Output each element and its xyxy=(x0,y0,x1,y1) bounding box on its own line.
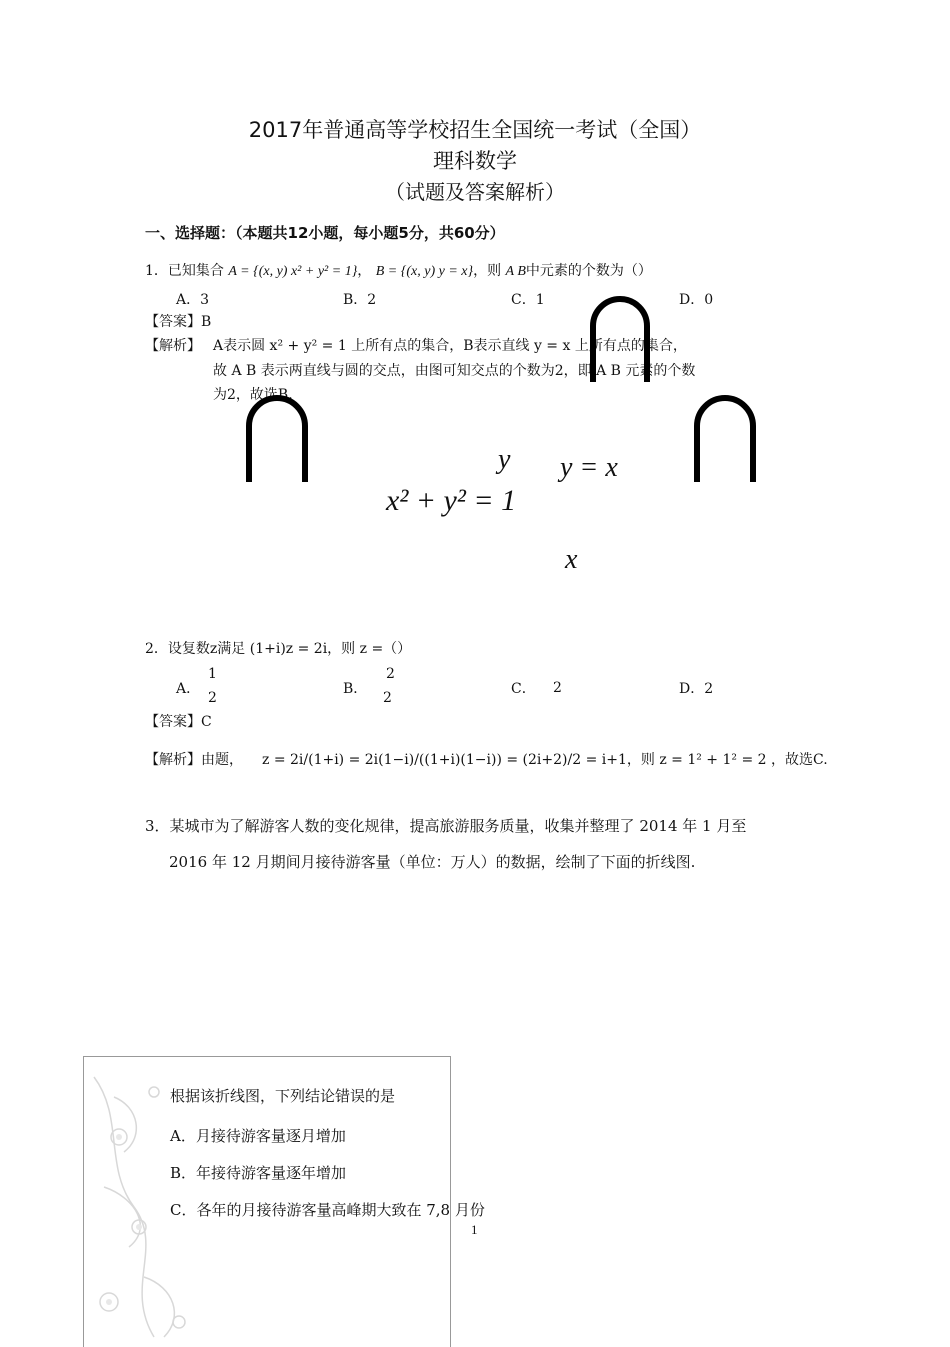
decorated-panel xyxy=(83,1056,485,1347)
page-subtitle: 理科数学 xyxy=(433,149,517,173)
answer-label: 【答案】B xyxy=(145,314,212,330)
figure-y-axis-label: y xyxy=(498,444,511,475)
answer-label: 【答案】C xyxy=(145,714,212,730)
option-a-denominator: 2 xyxy=(208,690,217,706)
analysis-line-1: A表示圆 x² + y² = 1 上所有点的集合，B表示直线 y = x 上所有点的集合， xyxy=(213,338,687,354)
panel-option-a: A．月接待游客量逐月增加 xyxy=(170,1127,346,1145)
question-text: 中元素的个数为（） xyxy=(525,263,652,279)
analysis-label: 【解析】 xyxy=(145,338,201,354)
figure-x-axis-label: x xyxy=(565,544,578,575)
option-d: D．2 xyxy=(679,681,714,697)
question-3-line-1: 3．某城市为了解游客人数的变化规律，提高旅游服务质量，收集并整理了 2014 年 1 月至 xyxy=(145,817,747,835)
intersection-symbol-icon xyxy=(244,392,310,484)
option-c-value: 2 xyxy=(553,680,562,696)
set-a-expression: A = {(x, y) x² + y² = 1} xyxy=(228,264,358,279)
intersection-symbol-icon xyxy=(692,392,758,484)
option-c-label: C． xyxy=(511,681,536,697)
figure-circle-label: x² + y² = 1 xyxy=(386,484,517,517)
intersection-symbol-icon xyxy=(588,292,652,384)
analysis-line-3: 为2，故选B. xyxy=(213,387,293,403)
question-3-line-2: 2016 年 12 月期间月接待游客量（单位：万人）的数据，绘制了下面的折线图. xyxy=(169,853,696,871)
question-text: 设复数z满足 (1+i)z = 2i，则 z =（） xyxy=(167,641,412,657)
question-number: 1． xyxy=(145,263,168,279)
question-text: 已知集合 xyxy=(167,263,224,279)
section-heading: 一、选择题：（本题共12小题，每小题5分，共60分） xyxy=(145,224,505,242)
page-title: 2017年普通高等学校招生全国统一考试（全国） xyxy=(248,118,702,142)
option-b: B．2 xyxy=(343,292,377,308)
page-number: 1 xyxy=(471,1222,478,1237)
analysis-label: 【解析】由题， xyxy=(145,752,243,768)
question-text: ，则 xyxy=(473,263,502,279)
question-1-stem xyxy=(145,260,652,280)
page-subtitle-2: （试题及答案解析） xyxy=(385,180,565,204)
option-b-denominator: 2 xyxy=(383,690,392,706)
option-d: D．0 xyxy=(679,292,714,308)
intersection-expression: A B xyxy=(505,264,526,279)
option-b-numerator: 2 xyxy=(386,666,395,682)
option-b-label: B． xyxy=(343,681,368,697)
panel-option-b: B．年接待游客量逐年增加 xyxy=(170,1164,347,1182)
question-number: 2． xyxy=(145,641,168,657)
option-a-numerator: 1 xyxy=(208,666,217,682)
set-b-expression: B = {(x, y) y = x} xyxy=(375,264,474,279)
panel-option-c: C．各年的月接待游客量高峰期大致在 7,8 月份 xyxy=(170,1201,485,1219)
analysis-line-2: 故 A B 表示两直线与圆的交点，由图可知交点的个数为2，即 A B 元素的个数 xyxy=(213,363,696,379)
figure-line-label: y = x xyxy=(560,452,618,483)
option-a-label: A． xyxy=(176,681,201,697)
question-2-stem xyxy=(145,638,411,658)
panel-prompt: 根据该折线图，下列结论错误的是 xyxy=(170,1087,396,1105)
option-a: A．3 xyxy=(176,292,210,308)
analysis-expression: z = 2i/(1+i) = 2i(1−i)/((1+i)(1−i)) = (2i+2)/2 = i+1，则 z = 1² + 1² = 2 ，故选C. xyxy=(262,752,828,768)
comma: ， xyxy=(357,263,372,279)
option-c: C．1 xyxy=(511,292,545,308)
